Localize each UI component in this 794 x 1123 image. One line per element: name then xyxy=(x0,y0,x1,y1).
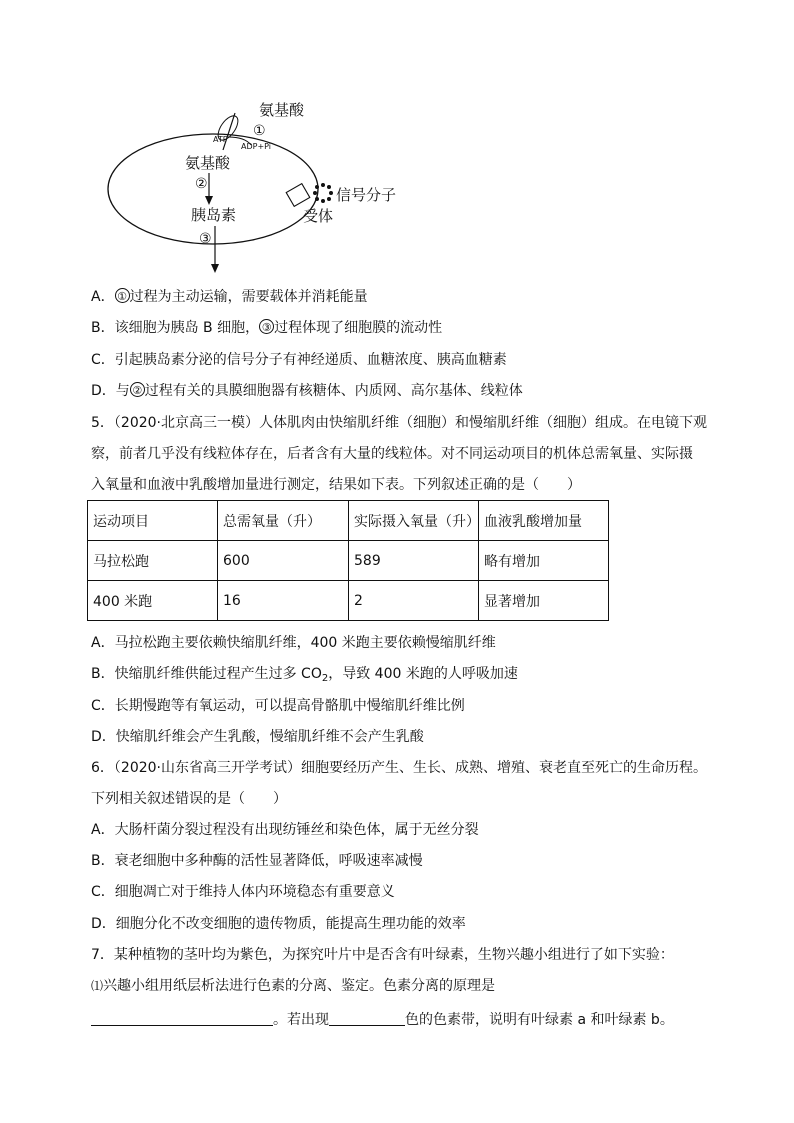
step-1-label: ① xyxy=(253,123,266,139)
table-cell: 589 xyxy=(349,541,479,581)
q6-stem-line-1: 6．（2020·山东省高三开学考试）细胞要经历产生、生长、成熟、增殖、衰老直至死亡的生命历程。 xyxy=(91,760,707,776)
atp-label: ATP xyxy=(213,135,228,144)
table-header-row xyxy=(88,501,609,541)
table-cell: 显著增加 xyxy=(479,581,609,621)
q7-part-1-blanks-line: 。若出现 色的色素带，说明有叶绿素 a 和叶绿素 b。 xyxy=(91,1010,674,1030)
answer-blank-2[interactable] xyxy=(329,1011,405,1026)
q6-stem-line-2: 下列相关叙述错误的是（ ） xyxy=(91,791,287,807)
arrow-2-head xyxy=(205,196,213,205)
q6-option-d: D．细胞分化不改变细胞的遗传物质，能提高生理功能的效率 xyxy=(91,916,466,932)
q6-option-c: C．细胞凋亡对于维持人体内环境稳态有重要意义 xyxy=(91,884,395,900)
table-header-cell: 总需氧量（升） xyxy=(218,501,349,541)
receptor-label: 受体 xyxy=(303,207,334,225)
q4-option-d: D．与 ② 过程有关的具膜细胞器有核糖体、内质网、高尔基体、线粒体 xyxy=(91,383,523,399)
q5-stem-line-2: 察，前者几乎没有线粒体存在，后者含有大量的线粒体。对不同运动项目的机体总需氧量、实际摄 xyxy=(91,446,693,462)
cell-diagram xyxy=(95,95,435,280)
q5-stem-line-1: 5．（2020·北京高三一模）人体肌肉由快缩肌纤维（细胞）和慢缩肌纤维（细胞）组成。在电镜下观 xyxy=(91,415,707,431)
q5-option-a: A．马拉松跑主要依赖快缩肌纤维，400 米跑主要依赖慢缩肌纤维 xyxy=(91,635,496,651)
table-row xyxy=(88,581,609,621)
q4-option-b: B．该细胞为胰岛 B 细胞， ③ 过程体现了细胞膜的流动性 xyxy=(91,320,443,336)
amino-acid-inside-label: 氨基酸 xyxy=(185,154,231,172)
table-cell: 16 xyxy=(218,581,349,621)
cell-membrane xyxy=(108,134,318,244)
signal-molecule-label: 信号分子 xyxy=(336,186,397,204)
table-cell: 略有增加 xyxy=(479,541,609,581)
carrier-arrow xyxy=(223,113,235,150)
table-cell: 2 xyxy=(349,581,479,621)
adp-label: ADP+Pi xyxy=(241,142,272,151)
q7-part-1-line: ⑴兴趣小组用纸层析法进行色素的分离、鉴定。色素分离的原理是 xyxy=(91,978,496,994)
table-header-cell: 运动项目 xyxy=(88,501,218,541)
q6-option-a: A．大肠杆菌分裂过程没有出现纺锤丝和染色体，属于无丝分裂 xyxy=(91,822,479,838)
insulin-label: 胰岛素 xyxy=(191,206,237,224)
q5-option-d: D．快缩肌纤维会产生乳酸，慢缩肌纤维不会产生乳酸 xyxy=(91,729,424,745)
step-2-label: ② xyxy=(195,176,208,192)
q5-option-b: B．快缩肌纤维供能过程产生过多 $CO_2$，导致 400 米跑的人呼吸加速 xyxy=(91,666,518,684)
step-3-label: ③ xyxy=(199,231,212,247)
receptor-box xyxy=(286,184,310,207)
table-cell: 马拉松跑 xyxy=(88,541,218,581)
table-cell: 600 xyxy=(218,541,349,581)
q7-stem-line-1: 7．某种植物的茎叶均为紫色，为探究叶片中是否含有叶绿素，生物兴趣小组进行了如下实验： xyxy=(91,947,674,963)
answer-blank-1[interactable] xyxy=(91,1011,273,1026)
signal-molecule-dots xyxy=(313,183,333,203)
q4-option-a: A． ① 过程为主动运输，需要载体并消耗能量 xyxy=(91,289,368,305)
q4-option-c: C．引起胰岛素分泌的信号分子有神经递质、血糖浓度、胰高血糖素 xyxy=(91,352,507,368)
q6-option-b: B．衰老细胞中多种酶的活性显著降低，呼吸速率减慢 xyxy=(91,853,423,869)
q5-data-table xyxy=(87,500,609,621)
table-header-cell: 血液乳酸增加量 xyxy=(479,501,609,541)
table-cell: 400 米跑 xyxy=(88,581,218,621)
table-row xyxy=(88,541,609,581)
q5-option-c: C．长期慢跑等有氧运动，可以提高骨骼肌中慢缩肌纤维比例 xyxy=(91,698,465,714)
table-header-cell: 实际摄入氧量（升） xyxy=(349,501,479,541)
q5-stem-line-3: 入氧量和血液中乳酸增加量进行测定，结果如下表。下列叙述正确的是（ ） xyxy=(91,477,581,493)
arrow-3-head xyxy=(211,264,219,273)
amino-acid-outside-label: 氨基酸 xyxy=(259,101,305,119)
